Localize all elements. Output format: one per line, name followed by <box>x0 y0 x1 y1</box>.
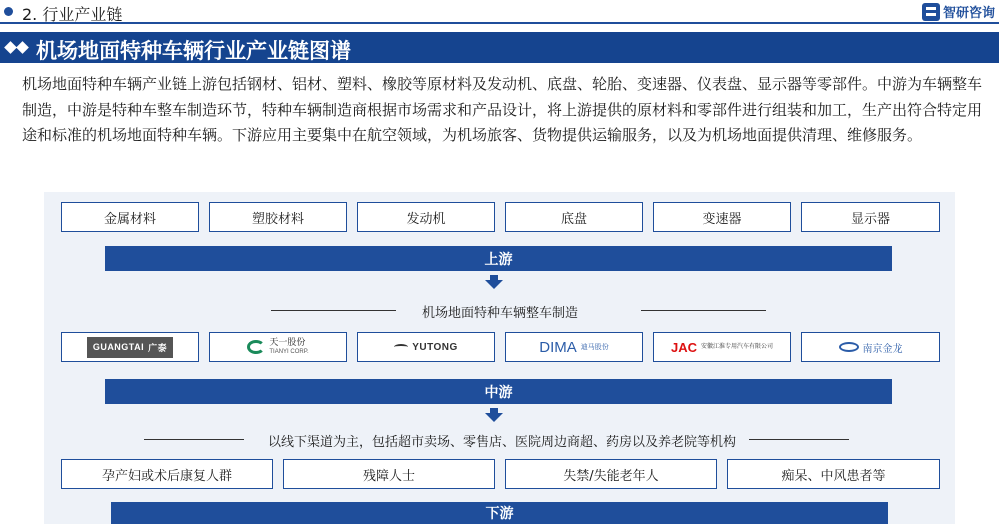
tianyi-logo: 天一股份 TIANYI CORP. <box>247 337 308 357</box>
down-arrow-icon <box>485 280 503 289</box>
diamonds-icon <box>6 42 32 54</box>
brand-logo <box>922 2 995 21</box>
downstream-heading: 以线下渠道为主，包括超市卖场、零售店、医院周边商超、药房以及养老院等机构 <box>268 435 737 450</box>
guangtai-logo: GUANGTAI 广泰 <box>87 337 173 358</box>
divider-line <box>641 310 766 311</box>
nanjing-jinlong-logo: 南京金龙 <box>839 340 903 355</box>
company-logo-tianyi <box>209 332 347 362</box>
industry-chain-diagram <box>44 192 955 524</box>
downstream-item-dementia: 痴呆、中风患者等 <box>727 459 940 489</box>
upstream-band: 上游 <box>105 246 892 271</box>
bullet-dot-icon <box>4 7 13 16</box>
divider-line <box>749 439 849 440</box>
company-logo-dima <box>505 332 643 362</box>
midstream-heading: 机场地面特种车辆整车制造 <box>422 306 579 321</box>
midstream-band: 中游 <box>105 379 892 404</box>
title-bar <box>0 32 999 63</box>
company-logo-yutong <box>357 332 495 362</box>
upstream-item-gearbox: 变速器 <box>653 202 791 232</box>
brand-mark-icon <box>922 3 940 21</box>
jac-logo: JAC 安徽江淮专用汽车有限公司 <box>670 339 774 355</box>
yutong-logo: YUTONG <box>394 342 458 353</box>
upstream-item-engine: 发动机 <box>357 202 495 232</box>
down-arrow-icon <box>485 413 503 422</box>
company-logo-jac <box>653 332 791 362</box>
page-title: 机场地面特种车辆行业产业链图谱 <box>36 39 351 63</box>
downstream-item-elderly: 失禁/失能老年人 <box>505 459 717 489</box>
brand-name: 智研咨询 <box>942 6 995 21</box>
company-logo-guangtai <box>61 332 199 362</box>
downstream-band: 下游 <box>111 502 888 524</box>
divider-line <box>271 310 396 311</box>
upstream-item-plastic: 塑胶材料 <box>209 202 347 232</box>
company-logo-nanjing-jinlong <box>801 332 940 362</box>
top-bar <box>0 0 999 24</box>
downstream-item-disabled: 残障人士 <box>283 459 495 489</box>
dima-logo: DIMA 迪马股份 <box>539 338 609 356</box>
intro-paragraph: 机场地面特种车辆产业链上游包括钢材、铝材、塑料、橡胶等原材料及发动机、底盘、轮胎、变速器、仪表盘、显示器等零部件。中游为车辆整车制造，中游是特种车整车制造环节，特种车辆制造商根据市场需求和产品设计，将上游提供的原材料和零部件进行组装和加工，生产出符合特定用途和标准的机场地面特种车辆。下游应用主要集中在航空领域，为机场旅客、货物提供运输服务，以及为机场地面提供清理、维修服务。 <box>22 75 983 144</box>
upstream-item-display: 显示器 <box>801 202 940 232</box>
divider-line <box>144 439 244 440</box>
upstream-item-metal: 金属材料 <box>61 202 199 232</box>
section-heading: 2. 行业产业链 <box>22 5 123 24</box>
upstream-item-chassis: 底盘 <box>505 202 643 232</box>
downstream-item-postpartum: 孕产妇或术后康复人群 <box>61 459 273 489</box>
